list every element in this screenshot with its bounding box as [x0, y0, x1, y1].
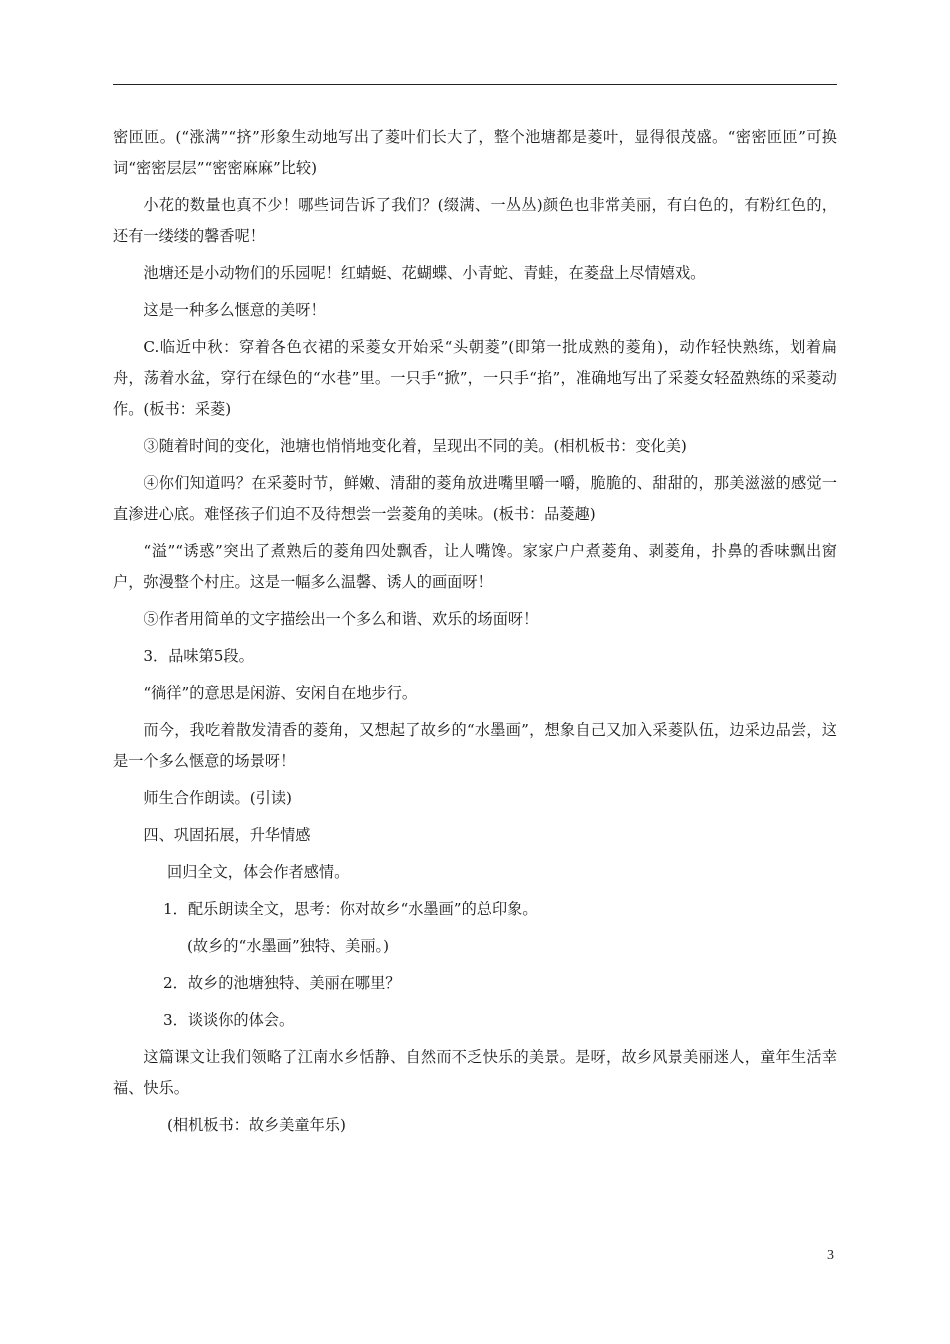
paragraph-21: (相机板书：故乡美童年乐) — [167, 1116, 346, 1134]
paragraph-6: ③随着时间的变化，池塘也悄悄地变化着，呈现出不同的美。(相机板书：变化美) — [143, 437, 687, 455]
paragraph-5: C.临近中秋：穿着各色衣裙的采菱女开始采“头朝菱”(即第一批成熟的菱角)，动作轻快熟练，划着扁舟，荡着水盆，穿行在绿色的“水巷”里。一只手“掀”，一只手“掐”，准确地写出了采菱女轻盈熟练的采菱动作。(板书：采菱) — [113, 338, 837, 418]
page-number: 3 — [827, 1248, 834, 1263]
paragraph-9: ⑤作者用简单的文字描绘出一个多么和谐、欢乐的场面呀！ — [143, 610, 539, 628]
paragraph-11: “徜徉”的意思是闲游、安闲自在地步行。 — [143, 684, 418, 702]
paragraph-1: 密匝匝。(“涨满”“挤”形象生动地写出了菱叶们长大了，整个池塘都是菱叶，显得很茂盛。“密密匝匝”可换词“密密层层”“密密麻麻”比较) — [113, 128, 837, 177]
paragraph-15: 回归全文，体会作者感情。 — [167, 863, 350, 881]
paragraph-13: 师生合作朗读。(引读) — [143, 789, 292, 807]
paragraph-12: 而今，我吃着散发清香的菱角，又想起了故乡的“水墨画”，想象自己又加入采菱队伍，边采边品尝，这是一个多么惬意的场景呀！ — [113, 721, 837, 770]
paragraph-3: 池塘还是小动物们的乐园呢！红蜻蜓、花蝴蝶、小青蛇、青蛙，在菱盘上尽情嬉戏。 — [143, 264, 706, 282]
list-item-1: 1．配乐朗读全文，思考：你对故乡“水墨画”的总印象。 — [163, 900, 538, 918]
list-item-3: 3．谈谈你的体会。 — [163, 1011, 295, 1029]
paragraph-20: 这篇课文让我们领略了江南水乡恬静、自然而不乏快乐的美景。是呀，故乡风景美丽迷人，童年生活幸福、快乐。 — [113, 1048, 837, 1097]
paragraph-4: 这是一种多么惬意的美呀！ — [143, 301, 326, 319]
paragraph-10: 3．品味第5段。 — [143, 647, 254, 665]
list-item-2: 2．故乡的池塘独特、美丽在哪里？ — [163, 974, 401, 992]
paragraph-2: 小花的数量也真不少！哪些词告诉了我们？(缀满、一丛丛)颜色也非常美丽，有白色的，有粉红色的，还有一缕缕的馨香呢！ — [113, 196, 837, 245]
paragraph-7: ④你们知道吗？在采菱时节，鲜嫩、清甜的菱角放进嘴里嚼一嚼，脆脆的、甜甜的，那美滋滋的感觉一直渗进心底。难怪孩子们迫不及待想尝一尝菱角的美味。(板书：品菱趣) — [113, 474, 837, 523]
paragraph-8: “溢”“诱惑”突出了煮熟后的菱角四处飘香，让人嘴馋。家家户户煮菱角、剥菱角，扑鼻的香味飘出窗户，弥漫整个村庄。这是一幅多么温馨、诱人的画面呀！ — [113, 542, 837, 591]
document-body — [113, 122, 837, 1147]
list-item-1-answer: (故乡的“水墨画”独特、美丽。) — [187, 937, 390, 955]
section-heading: 四、巩固拓展，升华情感 — [143, 826, 311, 844]
header-rule — [113, 84, 837, 85]
